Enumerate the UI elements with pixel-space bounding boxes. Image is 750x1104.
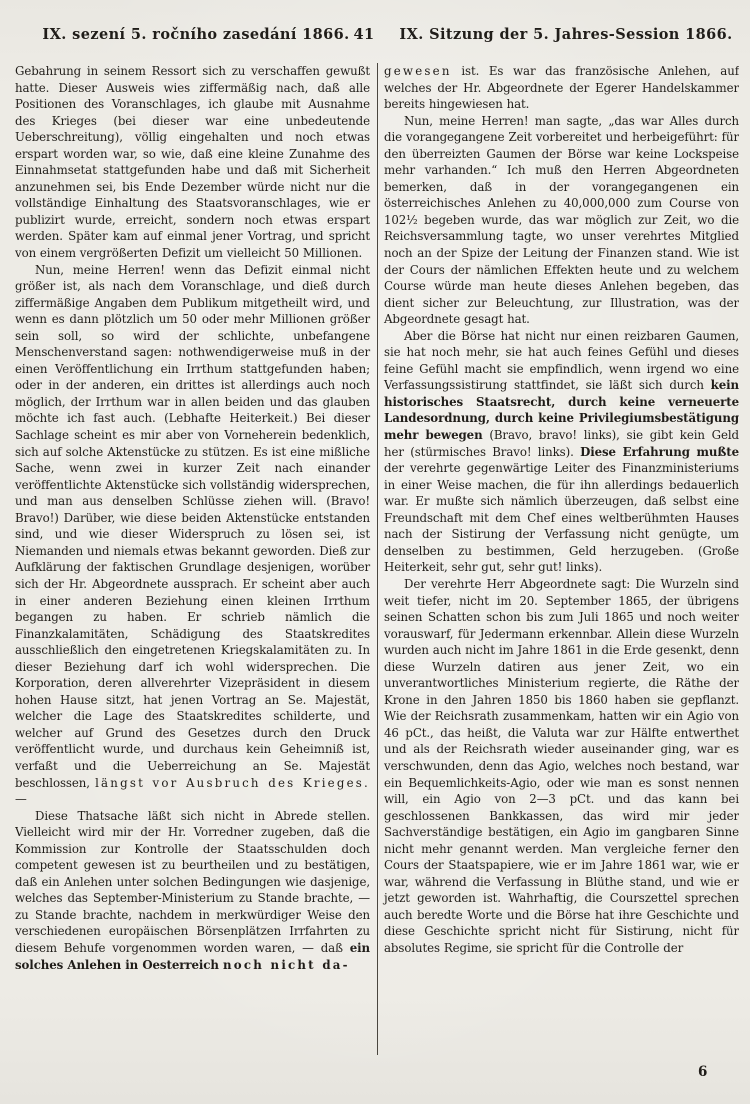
paragraph <box>15 808 370 973</box>
paragraph <box>15 63 370 262</box>
text-segment: Aber die Börse hat nicht nur einen reizbaren Gaumen, sie hat noch mehr, sie hat auch feines Gefühl und dieses feine Gefühl macht sie empfindlich, wenn irgend wo eine Verfassungssistirung stattfindet, sie läßt sich durch <box>384 328 739 393</box>
right-column <box>384 63 739 1055</box>
page-header <box>0 26 750 48</box>
text-segment: Diese Thatsache läßt sich nicht in Abrede stellen. Vielleicht wird mir der Hr. Vorredner zugeben, daß die Kommission zur Kontrolle der Staatsschulden doch competent gewesen ist zu beurtheilen und zu bestätigen, daß ein Anlehen unter solchen Bedingungen wie dasjenige, welches das September-Ministerium zu Stande brachte, — zu Stande brachte, nachdem in merkwürdiger Weise den verschiedenen europäischen Börsenplätzen Irrfahrten zu diesem Behufe vorgenommen worden waren, — daß <box>15 808 370 955</box>
paragraph <box>384 113 739 328</box>
header-page-number: 41 <box>353 26 375 43</box>
paragraph <box>384 328 739 576</box>
bold-text-segment: Diese Erfahrung mußte <box>580 444 739 459</box>
text-columns <box>15 63 739 1055</box>
paragraph <box>384 576 739 957</box>
text-segment: Gebahrung in seinem Ressort sich zu verschaffen gewußt hatte. Dieser Ausweis wies ziffermäßig nach, daß alle Positionen des Voranschlages, ich glaube mit Ausnahme des Krieges (bei dieser war eine unbedeutende Ueberschreitung), völlig eingehalten und noch etwas erspart worden war, so wie, daß eine kleine Zunahme des Einnahmsetat stattgefunden habe und daß mit Sicherheit anzunehmen sei, bis Ende Dezember würde nicht nur die vollständige Einhaltung des Staatsvoranschlages, wie er publizirt wurde, erreicht, sondern noch etwas erspart werden. Später kam auf einmal jener Vortrag, und spricht von einem vergrößerten Defizit um vielleicht 50 Millionen. <box>15 64 370 261</box>
sheet-number: 6 <box>698 1064 708 1080</box>
text-segment: (Bravo, bravo! links), sie gibt kein Geld her (stürmisches Bravo! links). <box>384 428 739 459</box>
paragraph <box>384 63 739 113</box>
text-segment: Nun, meine Herren! man sagte, „das war Alles durch die vorangegangene Zeit vorbereitet und herbeigeführt: für den überreizten Gaumen der Börse war keine Lockspeise mehr varhanden.“ Ich muß den Herren Abgeordneten bemerken, daß in der vorangegangenen ein österreichisches Anlehen zu 40,000,000 zum Course von 102½ begeben wurde, das war möglich zur Zeit, wo die Reichsversammlung tagte, wo unser verehrtes Mitglied noch an der Spize der Leitung der Finanzen stand. Wie ist der Cours der nämlichen Effekten heute und zu welchem Course würde man heute dieses Anlehen begeben, das dient sicher zur Beleuchtung, zur Illustration, was der Abgeordnete gesagt hat. <box>384 113 739 327</box>
text-segment: — <box>15 792 27 807</box>
text-segment: ist. Es war das französische Anlehen, auf welches der Hr. Abgeordnete der Egerer Handelskammer bereits hingewiesen hat. <box>384 64 739 112</box>
left-column <box>15 63 370 1055</box>
text-segment: der verehrte gegenwärtige Leiter des Finanzministeriums in einer Weise machen, die für ihn allerdings bedauerlich war. Er mußte sich nämlich überzeugen, daß selbst eine Freundschaft mit dem Chef eines weltberühmten Hauses nach der Sistirung der Verfassung nicht genügte, um denselben zu bestimmen, Geld herzugeben. (Große Heiterkeit, sehr gut, sehr gut! links). <box>384 461 739 575</box>
paragraph <box>15 262 370 808</box>
emphasized-text-segment: gewesen <box>384 64 452 78</box>
header-right-title: IX. Sitzung der 5. Jahres-Session 1866. <box>399 26 733 43</box>
page-footer <box>698 1064 707 1080</box>
text-segment: Der verehrte Herr Abgeordnete sagt: Die Wurzeln sind weit tiefer, nicht im 20. September 1865, der übrigens seinen Schatten schon bis zum Juli 1865 und noch weiter vorauswarf, für Jedermann erkennbar. Allein diese Wurzeln wurden auch nicht im Jahre 1861 in die Erde gesenkt, denn diese Wurzeln datiren aus jener Zeit, wo ein unverantwortliches Ministerium regierte, die Räthe der Krone in den Jahren 1850 bis 1860 haben sie gepflanzt. Wie der Reichsrath zusammenkam, hatten wir ein Agio von 46 pCt., das heißt, die Valuta war zur Hälfte entwerthet und als der Reichsrath wieder auseinander ging, war es verschwunden, denn das Agio, welches noch bestand, war ein Bequemlichkeits-Agio, oder wie man es sonst nennen will, ein Agio von 2—3 pCt. und das kann bei geschlossenen Bankkassen, das wird mir jeder Sachverständige bestätigen, ein Agio im gangbaren Sinne nicht mehr genannt werden. Man vergleiche ferner den Cours der Staatspapiere, wie er im Jahre 1861 war, wie er war, während die Verfassung in Blüthe stand, und wie er jetzt geworden ist. Wahrhaftig, die Courszettel sprechen auch beredte Worte und die Börse hat ihre Geschichte und diese Geschichte spricht nicht für Sistirung, nicht für absolutes Regime, sie spricht für die Controlle der <box>384 576 739 955</box>
header-left-title: IX. sezení 5. ročního zasedání 1866. <box>42 26 350 43</box>
column-divider <box>377 63 378 1055</box>
emphasized-text-segment: noch nicht da- <box>223 957 350 972</box>
emphasized-text-segment: längst vor Ausbruch des Krieges. <box>95 775 370 790</box>
text-segment: Nun, meine Herren! wenn das Defizit einmal nicht größer ist, als nach dem Voranschlage, und dieß durch ziffermäßige Angaben dem Publikum mitgetheilt wird, und wenn es dann plötzlich um 50 oder mehr Millionen größer sein soll, so wird der schlichte, unbefangene Menschenverstand sagen: nothwendigerweise muß in der einen Veröffentlichung ein Irrthum stattgefunden haben; oder in der anderen, ein drittes ist allerdings auch noch möglich, der Irrthum war in allen beiden und das glauben möchte ich fast auch. (Lebhafte Heiterkeit.) Bei dieser Sachlage scheint es mir aber von Vorneherein bedenklich, sich auf solche Aktenstücke zu stützen. Es ist eine mißliche Sache, wenn zwei in kurzer Zeit nach einander veröffentlichte Aktenstücke sich vollständig widersprechen, und man aus denselben Schlüsse ziehen will. (Bravo! Bravo!) Darüber, wie diese beiden Aktenstücke entstanden sind, und wie dieser Widerspruch zu lösen sei, ist Niemanden und niemals etwas bekannt geworden. Dieß zur Aufklärung der faktischen Grundlage desjenigen, worüber sich der Hr. Abgeordnete aussprach. Er scheint aber auch in einer anderen Beziehung einen kleinen Irrthum begangen zu haben. Er schrieb nämlich die Finanzkalamitäten, Schädigung des Staatskredites ausschließlich den eingetretenen Kriegskalamitäten zu. In dieser Beziehung darf ich wohl widersprechen. Die Korporation, deren allverehrter Vizepräsident in diesem hohen Hause sitzt, hat jenen Vortrag an Se. Majestät, welcher die Lage des Staatskredites schilderte, und welcher auf Grund des Gesetzes durch den Druck veröffentlicht wurde, und durchaus kein Geheimniß ist, verfaßt und die Ueberreichung an Se. Majestät beschlossen, <box>15 262 370 790</box>
bold-text-segment: kein historisches Staatsrecht, durch keine verneuerte Landesordnung, durch keine Privilegiumsbestätigung mehr bewegen <box>384 378 739 443</box>
bold-text-segment: ein solches Anlehen in Oesterreich <box>15 940 370 972</box>
